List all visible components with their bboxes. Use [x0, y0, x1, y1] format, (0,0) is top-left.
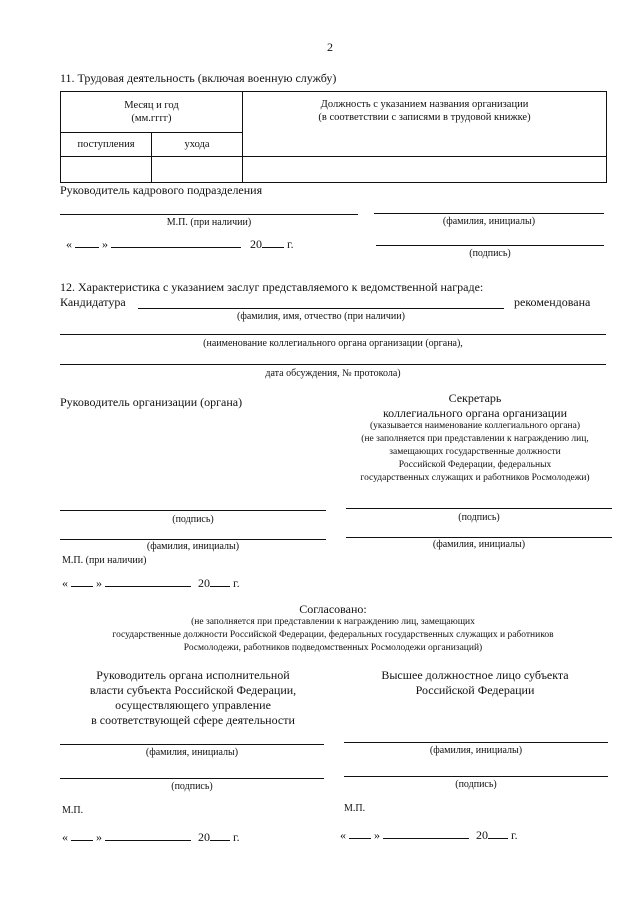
agreed-note-1: (не заполняется при представлении к награждению лиц, замещающих: [191, 617, 475, 627]
hr-signature-line[interactable]: [376, 245, 604, 246]
org-head-signature-caption: (подпись): [172, 514, 214, 525]
section-11-heading: 11. Трудовая деятельность (включая военную службу): [60, 71, 337, 85]
org-head-label: Руководитель организации (органа): [60, 395, 243, 409]
executive-head-fio-line[interactable]: [60, 744, 324, 745]
hr-fio-line[interactable]: [374, 213, 604, 214]
date-open-quote: «: [62, 830, 68, 844]
senior-official-line-2: Российской Федерации: [415, 683, 535, 697]
secretary-signature-line[interactable]: [346, 508, 612, 509]
org-head-fio-caption: (фамилия, инициалы): [146, 541, 240, 552]
secretary-body-label: коллегиального органа организации: [382, 406, 568, 420]
senior-official-signature-caption: (подпись): [455, 779, 497, 790]
org-date-field[interactable]: [62, 574, 240, 589]
executive-head-fio-caption: (фамилия, инициалы): [145, 747, 239, 758]
candidacy-label: Кандидатура: [60, 295, 126, 309]
senior-official-fio-line[interactable]: [344, 742, 608, 743]
hr-signature-caption: (подпись): [469, 248, 511, 259]
year-suffix: г.: [233, 830, 240, 844]
year-prefix: 20: [198, 830, 210, 844]
full-name-caption: (фамилия, имя, отчество (при наличии): [237, 311, 405, 322]
senior-official-mp-label: М.П.: [344, 803, 366, 814]
secretary-note-1: (указывается наименование коллегиального органа): [369, 421, 581, 431]
executive-head-line-2: власти субъекта Российской Федерации,: [89, 683, 297, 697]
month-year-format: (мм.гггг): [131, 113, 172, 124]
org-head-signature-line[interactable]: [60, 510, 326, 511]
secretary-note-2: (не заполняется при представлении к награждению лиц,: [361, 434, 589, 444]
year-suffix: г.: [511, 828, 518, 842]
hr-date-field[interactable]: [66, 235, 294, 250]
secretary-fio-caption: (фамилия, инициалы): [432, 539, 526, 550]
executive-head-line-1: Руководитель органа исполнительной: [96, 668, 290, 682]
executive-head-signature-caption: (подпись): [171, 781, 213, 792]
year-suffix: г.: [287, 237, 294, 251]
month-year-header: [61, 92, 243, 133]
org-head-fio-line[interactable]: [60, 539, 326, 540]
position-cell[interactable]: [243, 157, 607, 183]
start-date-cell[interactable]: [61, 157, 152, 183]
senior-official-line-1: Высшее должностное лицо субъекта: [381, 668, 569, 682]
secretary-note-5: государственных служащих и работников Росмолодежи): [360, 473, 590, 483]
month-blank[interactable]: [383, 826, 469, 839]
hr-mp-line[interactable]: [60, 214, 358, 215]
senior-official-signature-line[interactable]: [344, 776, 608, 777]
org-mp-caption: М.П. (при наличии): [62, 555, 147, 566]
date-open-quote: «: [62, 576, 68, 590]
agreed-note-2: государственные должности Российской Федерации, федеральных государственных служащих и работников: [112, 630, 554, 640]
month-blank[interactable]: [111, 235, 241, 248]
year-blank[interactable]: [488, 826, 508, 839]
day-blank[interactable]: [75, 235, 99, 248]
collegial-body-line[interactable]: [60, 334, 606, 335]
agreed-note-3: Росмолодежи, работников подведомственных Росмолодежи организаций): [183, 643, 483, 653]
page-number: 2: [327, 40, 333, 54]
date-open-quote: «: [66, 237, 72, 251]
date-open-quote: «: [340, 828, 346, 842]
start-subheader: поступления: [61, 133, 152, 157]
senior-official-date-field[interactable]: [340, 826, 518, 841]
date-close-quote: »: [102, 237, 108, 251]
year-prefix: 20: [198, 576, 210, 590]
position-header-label: Должность с указанием названия организации: [320, 99, 529, 110]
secretary-note-4: Российской Федерации, федеральных: [398, 460, 552, 470]
secretary-label: Секретарь: [448, 391, 502, 405]
collegial-body-caption: (наименование коллегиального органа организации (органа),: [203, 338, 463, 349]
senior-official-fio-caption: (фамилия, инициалы): [429, 745, 523, 756]
day-blank[interactable]: [71, 574, 93, 587]
secretary-signature-caption: (подпись): [458, 512, 500, 523]
date-close-quote: »: [374, 828, 380, 842]
secretary-note-3: замещающих государственные должности: [389, 447, 561, 457]
agreed-heading: Согласовано:: [299, 602, 367, 616]
year-blank[interactable]: [210, 574, 230, 587]
secretary-fio-line[interactable]: [346, 537, 612, 538]
discussion-date-caption: дата обсуждения, № протокола): [265, 368, 401, 379]
year-suffix: г.: [233, 576, 240, 590]
year-blank[interactable]: [262, 235, 284, 248]
end-subheader: ухода: [152, 133, 243, 157]
employment-table: [60, 91, 607, 183]
year-blank[interactable]: [210, 828, 230, 841]
discussion-date-line[interactable]: [60, 364, 606, 365]
year-prefix: 20: [476, 828, 488, 842]
executive-head-date-field[interactable]: [62, 828, 240, 843]
hr-mp-caption: М.П. (при наличии): [166, 217, 252, 228]
day-blank[interactable]: [71, 828, 93, 841]
month-blank[interactable]: [105, 828, 191, 841]
executive-head-line-3: осуществляющего управление: [115, 698, 271, 712]
executive-head-mp-label: М.П.: [62, 805, 84, 816]
recommended-label: рекомендована: [514, 295, 591, 309]
date-close-quote: »: [96, 576, 102, 590]
candidate-name-line[interactable]: [138, 308, 504, 309]
position-header: [243, 92, 607, 157]
executive-head-signature-line[interactable]: [60, 778, 324, 779]
section-12-heading: 12. Характеристика с указанием заслуг представляемого к ведомственной награде:: [60, 280, 484, 294]
month-year-header-label: Месяц и год: [124, 99, 179, 111]
hr-fio-caption: (фамилия, инициалы): [442, 216, 536, 227]
executive-head-line-4: в соответствующей сфере деятельности: [91, 713, 295, 727]
date-close-quote: »: [96, 830, 102, 844]
position-header-note: (в соответствии с записями в трудовой книжке): [318, 112, 531, 124]
year-prefix: 20: [250, 237, 262, 251]
end-date-cell[interactable]: [152, 157, 243, 183]
day-blank[interactable]: [349, 826, 371, 839]
month-blank[interactable]: [105, 574, 191, 587]
hr-head-label: Руководитель кадрового подразделения: [60, 183, 263, 197]
